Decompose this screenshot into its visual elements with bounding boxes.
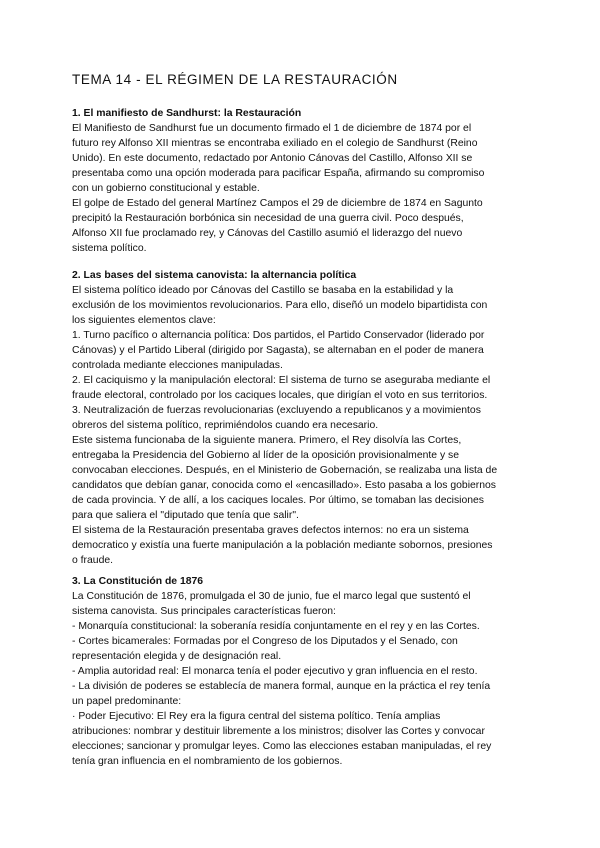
paragraph-line: La Constitución de 1876, promulgada el 30 de junio, fue el marco legal que sustentó el (72, 591, 471, 602)
document-title: TEMA 14 - EL RÉGIMEN DE LA RESTAURACIÓN (72, 72, 398, 87)
section-1 (72, 106, 542, 256)
paragraph-line: El sistema de la Restauración presentaba graves defectos internos: no era un sistema (72, 525, 469, 536)
section-2 (72, 268, 542, 568)
paragraph-line: tenía gran influencia en el nombramiento de los gobiernos. (72, 756, 343, 767)
paragraph-line: 3. Neutralización de fuerzas revolucionarias (excluyendo a republicanos y a movimientos (72, 405, 481, 416)
paragraph-line: elecciones; sancionar y promulgar leyes. Como las elecciones estaban manipuladas, el rey (72, 741, 492, 752)
paragraph-line: exclusión de los movimientos revolucionarios. Para ello, diseñó un modelo bipartidista con (72, 300, 488, 311)
paragraph-line: obreros del sistema político, reprimiéndolos cuando era necesario. (72, 420, 379, 431)
paragraph-line: democratico y existía una fuerte manipulación a la población mediante sobornos, presiones (72, 540, 493, 551)
paragraph-line: Unido). En este documento, redactado por Antonio Cánovas del Castillo, Alfonso XII se (72, 153, 473, 164)
paragraph-line: de cada provincia. Y de allí, a los caciques locales. Por último, se tomaban las decisiones (72, 495, 485, 506)
section-heading: 1. El manifiesto de Sandhurst: la Restauración (72, 108, 302, 119)
paragraph-line: Cánovas) y el Partido Liberal (dirigido por Sagasta), se alternaban en el poder de manera (72, 345, 484, 356)
paragraph-line: o fraude. (72, 555, 114, 566)
paragraph-line: Alfonso XII fue proclamado rey, y Cánovas del Castillo asumió el liderazgo del nuevo (72, 228, 463, 239)
paragraph-line: - Monarquía constitucional: la soberanía residía conjuntamente en el rey y en las Cortes. (72, 621, 480, 632)
section-3 (72, 574, 542, 769)
paragraph-line: - Amplia autoridad real: El monarca tenía el poder ejecutivo y gran influencia en el resto. (72, 666, 478, 677)
paragraph-line: - Cortes bicamerales: Formadas por el Congreso de los Diputados y el Senado, con (72, 636, 458, 647)
paragraph-line: precipitó la Restauración borbónica sin necesidad de una guerra civil. Poco después, (72, 213, 464, 224)
paragraph-line: 1. Turno pacífico o alternancia política: Dos partidos, el Partido Conservador (liderado por (72, 330, 485, 341)
paragraph-line: convocaban elecciones. Después, en el Ministerio de Gobernación, se realizaba una lista de (72, 465, 498, 476)
paragraph-line: sistema canovista. Sus principales características fueron: (72, 606, 336, 617)
paragraph-line: El sistema político ideado por Cánovas del Castillo se basaba en la estabilidad y la (72, 285, 454, 296)
paragraph-line: El Manifiesto de Sandhurst fue un documento firmado el 1 de diciembre de 1874 por el (72, 123, 472, 134)
paragraph-line: 2. El caciquismo y la manipulación electoral: El sistema de turno se aseguraba mediante el (72, 375, 491, 386)
section-heading: 3. La Constitución de 1876 (72, 576, 204, 587)
paragraph-line: entregaba la Presidencia del Gobierno al líder de la oposición provisionalmente y se (72, 450, 459, 461)
paragraph-line: sistema político. (72, 243, 147, 254)
paragraph-line: atribuciones: nombrar y destituir libremente a los ministros; disolver las Cortes y convocar (72, 726, 485, 737)
paragraph-line: Este sistema funcionaba de la siguiente manera. Primero, el Rey disolvía las Cortes, (72, 435, 462, 446)
paragraph-line: - La división de poderes se establecía de manera formal, aunque en la práctica el rey tenía (72, 681, 491, 692)
paragraph-line: para que saliera el "diputado que tenía que salir". (72, 510, 299, 521)
paragraph-line: fraude electoral, controlado por los caciques locales, que dirigían el voto en sus territorios. (72, 390, 488, 401)
paragraph-line: controlada mediante elecciones manipuladas. (72, 360, 283, 371)
section-heading: 2. Las bases del sistema canovista: la alternancia política (72, 270, 357, 281)
paragraph-line: · Poder Ejecutivo: El Rey era la figura central del sistema político. Tenía amplias (72, 711, 441, 722)
paragraph-line: candidatos que debían ganar, conocida como el «encasillado». Esto pasaba a los gobiernos (72, 480, 497, 491)
paragraph-line: los siguientes elementos clave: (72, 315, 216, 326)
paragraph-line: futuro rey Alfonso XII mientras se encontraba exiliado en el colegio de Sandhurst (Reino (72, 138, 478, 149)
paragraph-line: con un gobierno constitucional y estable. (72, 183, 260, 194)
paragraph-line: El golpe de Estado del general Martínez Campos el 29 de diciembre de 1874 en Sagunto (72, 198, 483, 209)
paragraph-line: un papel predominante: (72, 696, 182, 707)
paragraph-line: presentaba como una opción moderada para pacificar España, afirmando su compromiso (72, 168, 485, 179)
paragraph-line: representación elegida y de designación real. (72, 651, 282, 662)
